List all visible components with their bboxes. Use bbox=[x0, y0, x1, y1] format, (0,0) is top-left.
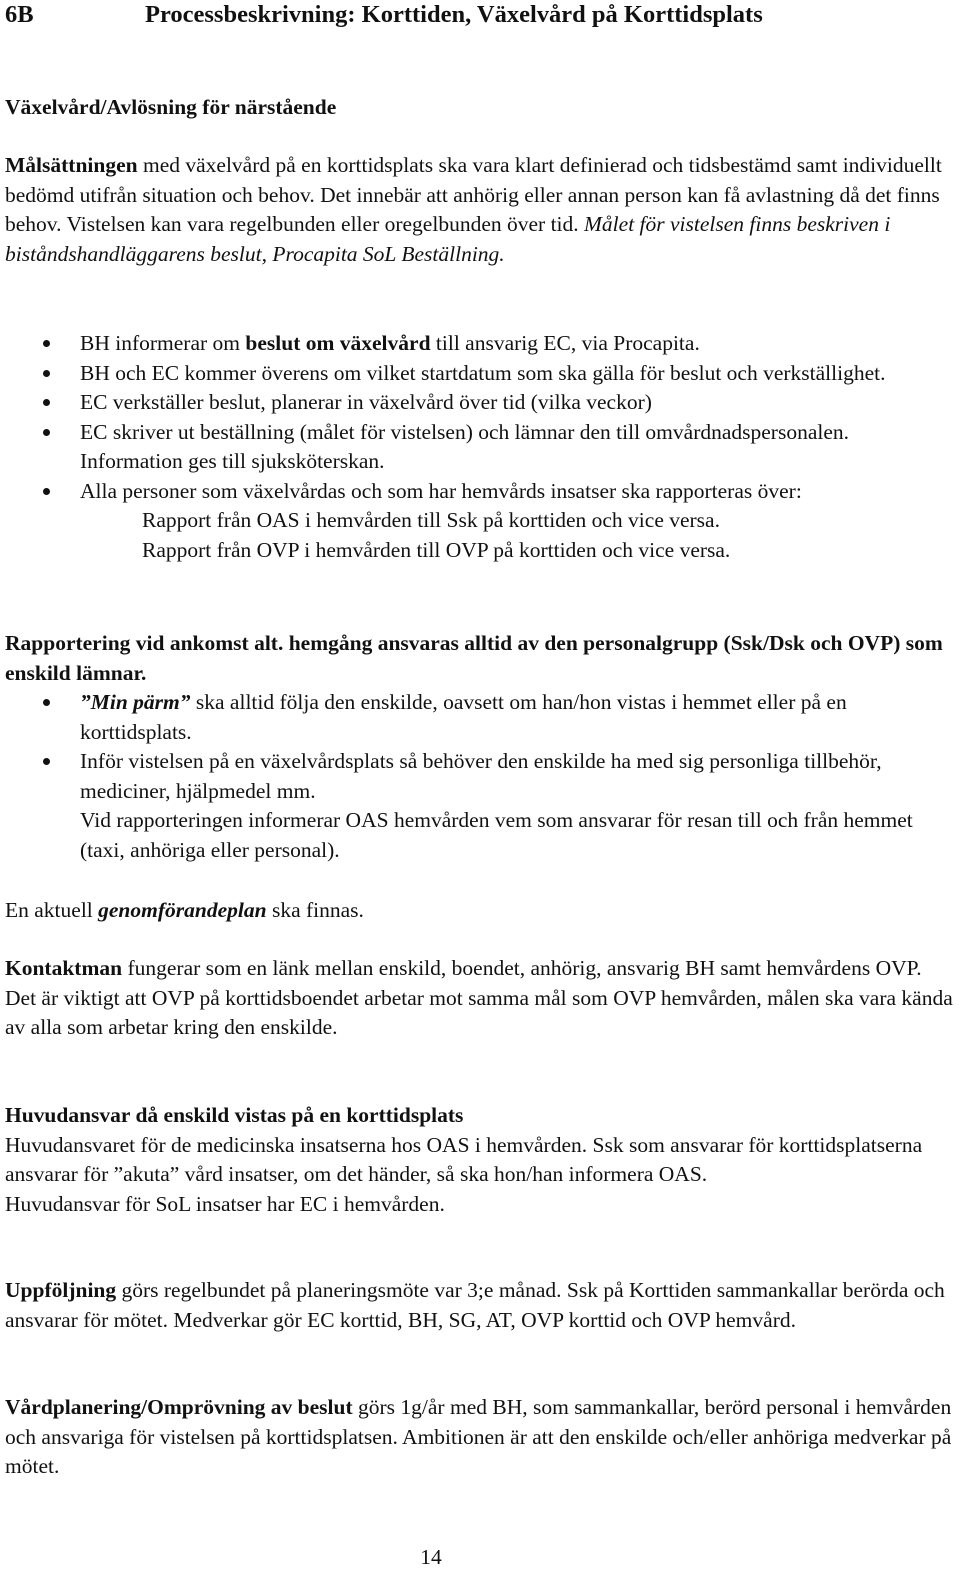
contact-text bbox=[5, 954, 955, 984]
list-item-text: EC verkställer beslut, planerar in växelvård över tid (vilka veckor) bbox=[80, 390, 652, 414]
plan-pre: En aktuell bbox=[5, 898, 99, 922]
intro-bold: Målsättningen bbox=[5, 153, 138, 177]
responsibility-text-2: Huvudansvar för SoL insatser har EC i hemvården. bbox=[5, 1191, 445, 1216]
plan-paragraph bbox=[5, 896, 955, 926]
plan-emphasis: genomförandeplan bbox=[98, 898, 267, 922]
list-item bbox=[5, 477, 955, 507]
list-item-text: BH informerar om bbox=[80, 331, 246, 355]
binder-name: ”Min pärm” bbox=[80, 690, 191, 714]
list-item bbox=[5, 418, 955, 477]
contact-bold: Kontaktman bbox=[5, 956, 123, 980]
responsibility-text-1: Huvudansvaret för de medicinska insatserna hos OAS i hemvården. Ssk som ansvarar för korttidsplatserna ansvarar för ”akuta” vård insatser, om det händer, så ska hon/han informera OAS. bbox=[5, 1132, 923, 1186]
responsibility-heading: Huvudansvar då enskild vistas på en korttidsplats bbox=[5, 1103, 464, 1127]
careplanning-body: görs 1g/år med BH, som sammankallar, berörd personal i hemvården och ansvariga för vistelsen på korttidsplatsen. Ambitionen är att den enskilde och/eller anhöriga medverkar på mötet. bbox=[5, 1395, 952, 1478]
report-line-ovp: Rapport från OVP i hemvården till OVP på korttiden och vice versa. bbox=[142, 537, 731, 562]
followup-section bbox=[5, 1276, 955, 1335]
list-item bbox=[5, 688, 955, 747]
responsibility-section bbox=[5, 1101, 955, 1219]
process-steps-list bbox=[5, 329, 955, 565]
report-section bbox=[5, 629, 955, 865]
list-item-text: till ansvarig EC, via Procapita. bbox=[430, 331, 700, 355]
list-item-text: EC skriver ut beställning (målet för vistelsen) och lämnar den till omvårdnadspersonalen. Information ges till sjuksköterskan. bbox=[80, 419, 850, 473]
list-item-text: Inför vistelsen på en växelvårdsplats så behöver den enskilde ha med sig personliga tillbehör, mediciner, hjälpmedel mm. bbox=[80, 749, 882, 803]
section-number: 6B bbox=[5, 1, 34, 28]
intro-text bbox=[5, 151, 955, 269]
page-header bbox=[5, 0, 960, 30]
list-item bbox=[5, 747, 955, 806]
followup-text bbox=[5, 1276, 955, 1335]
followup-body: görs regelbundet på planeringsmöte var 3;e månad. Ssk på Korttiden sammankallar berörda och ansvarar för mötet. Medverkar gör EC korttid, BH, SG, AT, OVP korttid och OVP hemvård. bbox=[5, 1278, 945, 1332]
subtitle-block bbox=[5, 93, 955, 123]
report-heading: Rapportering vid ankomst alt. hemgång ansvaras alltid av den personalgrupp (Ssk/Dsk och OVP) som enskild lämnar. bbox=[5, 631, 943, 685]
list-item-text: Alla personer som växelvårdas och som har hemvårds insatser ska rapporteras över: bbox=[80, 478, 802, 503]
careplanning-section bbox=[5, 1393, 955, 1482]
plan-post: ska finnas. bbox=[266, 898, 364, 922]
followup-bold: Uppföljning bbox=[5, 1278, 117, 1302]
plan-text bbox=[5, 896, 955, 926]
careplanning-text bbox=[5, 1393, 955, 1482]
page-title: Processbeskrivning: Korttiden, Växelvård på Korttidsplats bbox=[145, 1, 763, 28]
intro-italic: Målet för vistelsen finns beskriven i biståndshandläggarens beslut, Procapita SoL Beställning. bbox=[5, 212, 891, 266]
page-number: 14 bbox=[420, 1545, 442, 1569]
list-item-text: ska alltid följa den enskilde, oavsett om han/hon vistas i hemmet eller på en korttidsplats. bbox=[80, 690, 847, 744]
intro-body: med växelvård på en korttidsplats ska vara klart definierad och tidsbestämd samt individuellt bedömd utifrån situation och behov. Det innebär att anhörig eller annan person kan få avlastning då det finns behov. Vistelsen kan vara regelbunden eller oregelbunden över tid. bbox=[5, 153, 942, 236]
intro-paragraph bbox=[5, 151, 955, 269]
contact-body: fungerar som en länk mellan enskild, boendet, anhörig, ansvarig BH samt hemvårdens OVP. bbox=[122, 956, 922, 980]
contact-section bbox=[5, 954, 955, 1043]
contact-text-2: Det är viktigt att OVP på korttidsboendet arbetar mot samma mål som OVP hemvården, målen ska vara kända av alla som arbetar kring den enskilde. bbox=[5, 985, 953, 1039]
list-item bbox=[5, 329, 955, 359]
report-continuation: Vid rapporteringen informerar OAS hemvården vem som ansvarar för resan till och från hemmet (taxi, anhöriga eller personal). bbox=[80, 808, 913, 862]
report-line-oas: Rapport från OAS i hemvården till Ssk på korttiden och vice versa. bbox=[142, 508, 720, 532]
section-subtitle: Växelvård/Avlösning för närstående bbox=[5, 95, 337, 119]
list-item-text: BH och EC kommer överens om vilket startdatum som ska gälla för beslut och verkställighet. bbox=[80, 360, 886, 385]
list-item-bold: beslut om växelvård bbox=[245, 331, 431, 355]
careplanning-bold: Vårdplanering/Omprövning av beslut bbox=[5, 1395, 353, 1419]
list-item bbox=[5, 388, 955, 418]
list-item bbox=[5, 359, 955, 389]
